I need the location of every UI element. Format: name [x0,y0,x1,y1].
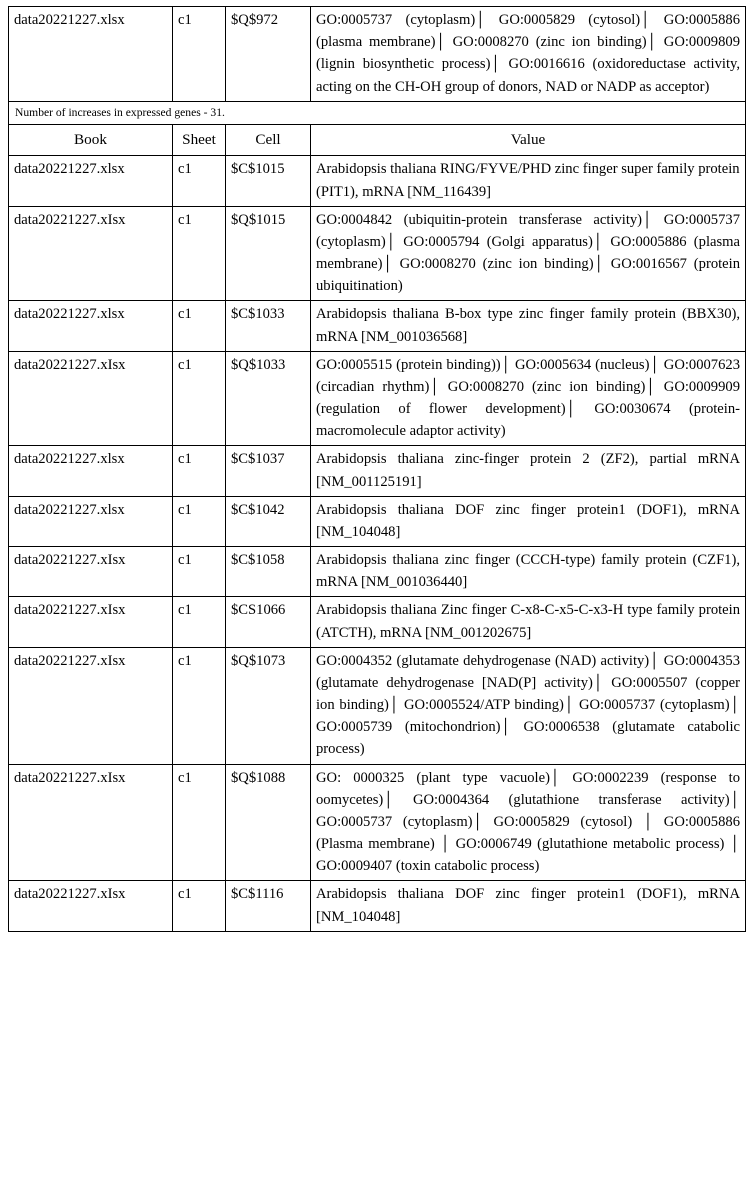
cell-book: data20221227.xlsx [9,301,173,351]
cell-reference: $Q$1088 [226,764,311,881]
cell-value: GO: 0000325 (plant type vacuole)│ GO:0002239 (response to oomycetes)│ GO:0004364 (glutathione transferase activity)│ GO:0005737 (cytoplasm)│ GO:0005829 (cytosol) │ GO:0005886 (Plasma membrane) │ GO:0006749 (glutathione metabolic process) │ GO:0009407 (toxin catabolic process) [311,764,746,881]
cell-sheet: c1 [173,351,226,446]
cell-book: data20221227.xlsx [9,156,173,206]
table-row [9,496,746,546]
table-row [9,351,746,446]
cell-reference: $Q$1033 [226,351,311,446]
cell-reference: $Q$972 [226,7,311,102]
table-row [9,301,746,351]
cell-book: data20221227.xIsx [9,881,173,931]
column-header-book: Book [9,125,173,156]
cell-reference: $C$1042 [226,496,311,546]
cell-sheet: c1 [173,446,226,496]
cell-sheet: c1 [173,7,226,102]
table-row [9,206,746,301]
cell-book: data20221227.xIsx [9,547,173,597]
continued-table-top [8,6,746,125]
column-header-value: Value [311,125,746,156]
table-row [9,7,746,102]
table-row [9,547,746,597]
cell-book: data20221227.xlsx [9,7,173,102]
cell-reference: $C$1116 [226,881,311,931]
cell-sheet: c1 [173,301,226,351]
cell-value: Arabidopsis thaliana B-box type zinc finger family protein (BBX30), mRNA [NM_001036568] [311,301,746,351]
cell-book: data20221227.xlsx [9,496,173,546]
cell-value: GO:0005515 (protein binding))│ GO:0005634 (nucleus)│ GO:0007623 (circadian rhythm)│ GO:0008270 (zinc ion binding)│ GO:0009909 (regulation of flower development)│ GO:0030674 (protein-macromolecule adaptor activity) [311,351,746,446]
table-row [9,446,746,496]
cell-value: GO:0004352 (glutamate dehydrogenase (NAD) activity)│ GO:0004353 (glutamate dehydrogenase [NAD(P] activity)│ GO:0005507 (copper ion binding)│ GO:0005524/ATP binding)│ GO:0005737 (cytoplasm)│ GO:0005739 (mitochondrion)│ GO:0006538 (glutamate catabolic process) [311,647,746,764]
cell-book: data20221227.xIsx [9,351,173,446]
table-caption: Number of increases in expressed genes - 31. [9,101,746,125]
cell-sheet: c1 [173,496,226,546]
cell-reference: $C$1037 [226,446,311,496]
cell-value: Arabidopsis thaliana DOF zinc finger protein1 (DOF1), mRNA [NM_104048] [311,881,746,931]
expressed-genes-table [8,124,746,932]
cell-sheet: c1 [173,206,226,301]
cell-sheet: c1 [173,547,226,597]
table-row [9,597,746,647]
cell-value: Arabidopsis thaliana zinc finger (CCCH-type) family protein (CZF1), mRNA [NM_001036440] [311,547,746,597]
cell-sheet: c1 [173,156,226,206]
column-header-cell: Cell [226,125,311,156]
cell-book: data20221227.xIsx [9,647,173,764]
cell-book: data20221227.xIsx [9,206,173,301]
table-caption-row [9,101,746,125]
cell-value: Arabidopsis thaliana Zinc finger C-x8-C-x5-C-x3-H type family protein (ATCTH), mRNA [NM_001202675] [311,597,746,647]
cell-value: GO:0005737 (cytoplasm)│ GO:0005829 (cytosol)│ GO:0005886 (plasma membrane)│ GO:0008270 (zinc ion binding)│ GO:0009809 (lignin biosynthetic process)│ GO:0016616 (oxidoreductase activity, acting on the CH-OH group of donors, NAD or NADP as acceptor) [311,7,746,102]
column-header-sheet: Sheet [173,125,226,156]
cell-reference: $C$1058 [226,547,311,597]
top-table-body [9,7,746,125]
cell-reference: $C$1015 [226,156,311,206]
cell-book: data20221227.xIsx [9,764,173,881]
table-row [9,647,746,764]
cell-book: data20221227.xIsx [9,597,173,647]
table-row [9,156,746,206]
cell-reference: $CS1066 [226,597,311,647]
cell-sheet: c1 [173,881,226,931]
cell-reference: $Q$1015 [226,206,311,301]
cell-book: data20221227.xlsx [9,446,173,496]
table-header-row [9,125,746,156]
table-row [9,881,746,931]
main-table-body [9,125,746,932]
cell-sheet: c1 [173,647,226,764]
cell-reference: $C$1033 [226,301,311,351]
cell-sheet: c1 [173,597,226,647]
cell-reference: $Q$1073 [226,647,311,764]
cell-value: Arabidopsis thaliana RING/FYVE/PHD zinc finger super family protein (PIT1), mRNA [NM_116439] [311,156,746,206]
cell-value: Arabidopsis thaliana DOF zinc finger protein1 (DOF1), mRNA [NM_104048] [311,496,746,546]
cell-sheet: c1 [173,764,226,881]
table-row [9,764,746,881]
cell-value: GO:0004842 (ubiquitin-protein transferase activity)│ GO:0005737 (cytoplasm)│ GO:0005794 (Golgi apparatus)│ GO:0005886 (plasma membrane)│ GO:0008270 (zinc ion binding)│ GO:0016567 (protein ubiquitination) [311,206,746,301]
cell-value: Arabidopsis thaliana zinc-finger protein 2 (ZF2), partial mRNA [NM_001125191] [311,446,746,496]
